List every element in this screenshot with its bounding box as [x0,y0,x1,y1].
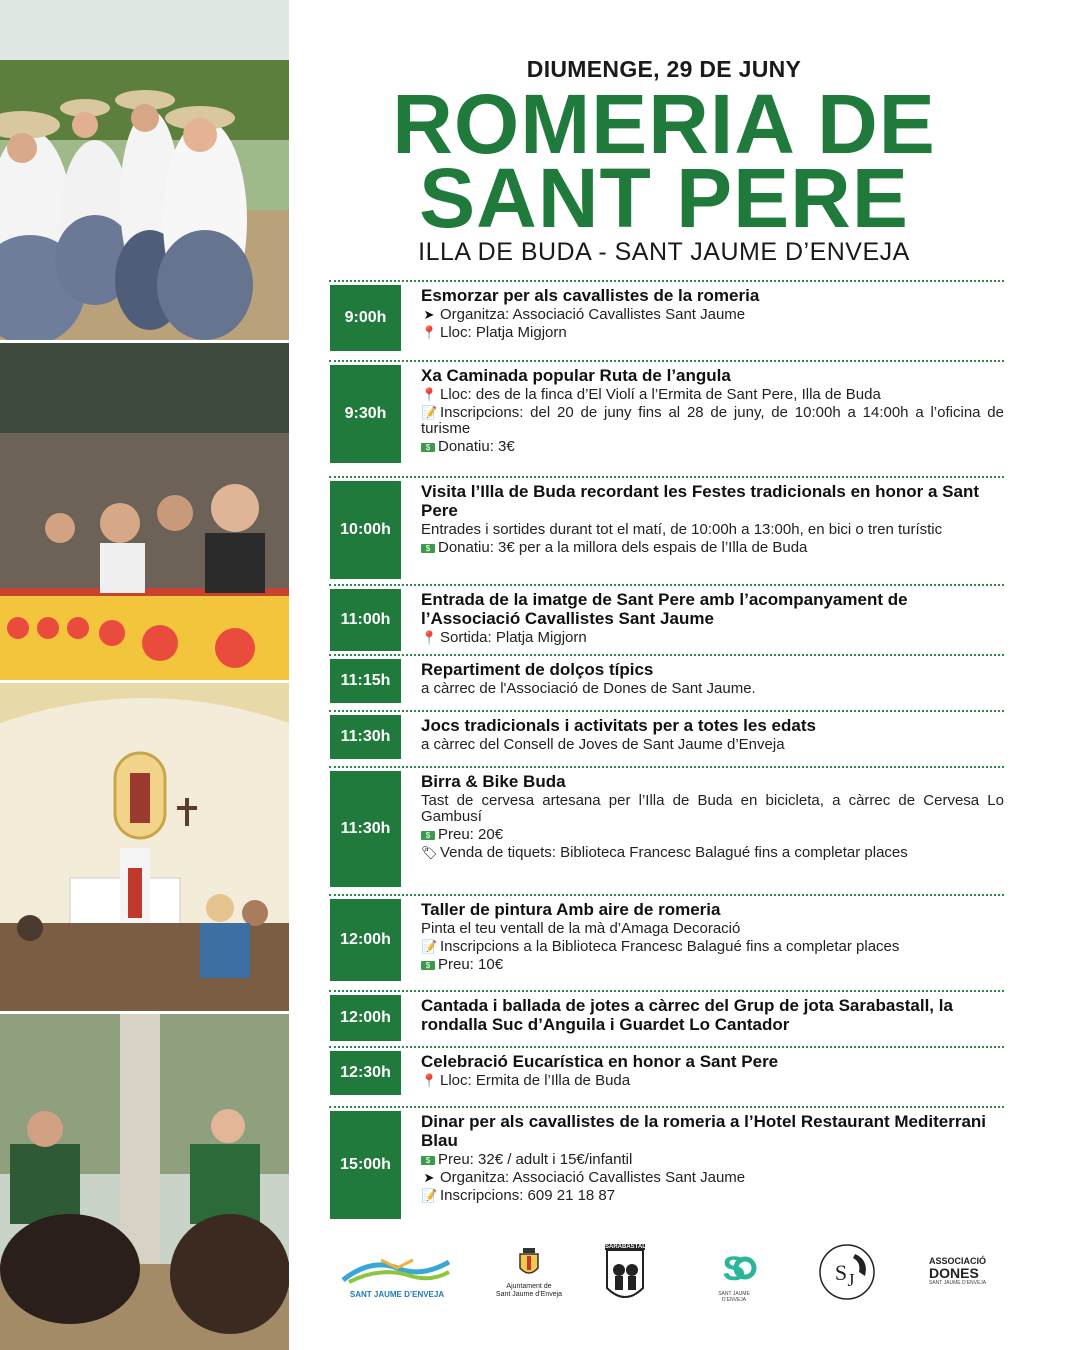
dotted-divider [329,1046,1004,1048]
event-detail-text: Organitza: Associació Cavallistes Sant Jaume [440,1169,746,1186]
event-title: Esmorzar per als cavallistes de la romeria [421,286,760,305]
joves-caption: SANT JAUME D’ENVEJA [718,1291,750,1303]
event-detail-text: Lloc: des de la finca d’El Violí a l’Ermita de Sant Pere, Illa de Buda [440,386,881,403]
sarabastall-logo [605,1244,650,1308]
time-badge: 12:30h [330,1051,401,1095]
event-details [421,286,1004,341]
event-details [421,660,1004,697]
event-details [421,996,1004,1034]
event-detail-text: Venda de tiquets: Biblioteca Francesc Balagué fins a completar places [440,844,908,861]
location-pin-icon: 📍 [421,387,438,402]
page-title-line1: ROMERIA DE [392,77,936,171]
dotted-divider [329,710,1004,712]
schedule-item [329,1106,1004,1218]
time-badge: 10:00h [330,481,401,579]
ajuntament-logo [489,1248,569,1308]
event-title: Xa Caminada popular Ruta de l’angula [421,366,731,385]
sponsor-logos [289,1240,1080,1320]
event-detail-text: Inscripcions: 609 21 18 87 [440,1187,616,1204]
event-detail-text: Donatiu: 3€ per a la millora dels espais de l’Illa de Buda [438,539,808,556]
event-title: Celebració Eucarística en honor a Sant Pere [421,1052,779,1071]
event-detail-line [421,921,1004,937]
event-detail-text: Pinta el teu ventall de la mà d’Amaga Decoració [421,920,741,937]
schedule-item [329,280,1004,352]
schedule-item [329,894,1004,988]
money-icon: $ [421,544,435,553]
schedule-item [329,584,1004,654]
event-details [421,590,1004,646]
money-icon: $ [421,831,435,840]
dotted-divider [329,766,1004,768]
arrow-icon: ➤ [423,1170,435,1185]
dotted-divider [329,584,1004,586]
event-title: Dinar per als cavallistes de la romeria a l’Hotel Restaurant Mediterrani Blau [421,1112,987,1150]
photo-chapel-mass [0,683,289,1011]
event-details [421,716,1004,753]
event-detail-text: a càrrec de l'Associació de Dones de Sant Jaume. [421,680,756,697]
dones-line2: DONES [929,1265,979,1281]
schedule-item [329,766,1004,892]
time-badge: 11:15h [330,659,401,703]
dotted-divider [329,476,1004,478]
event-detail-line [421,405,1004,437]
joves-logo [709,1250,759,1308]
event-detail-line [421,439,1004,455]
event-detail-text: Tast de cervesa artesana per l’Illa de Buda en bicicleta, a càrrec de Cervesa Lo Gambusí [421,792,1004,825]
event-detail-line [421,1152,1004,1168]
event-title: Cantada i ballada de jotes a càrrec del Grup de jota Sarabastall, la rondalla Suc d’Anguila i Guardet Lo Cantador [421,996,953,1034]
event-detail-text: Inscripcions a la Biblioteca Francesc Balagué fins a completar places [440,938,900,955]
event-detail-text: Inscripcions: del 20 de juny fins al 28 de juny, de 10:00h a 14:00h a l’oficina de turisme [421,404,1004,437]
event-detail-line [421,737,1004,753]
event-details [421,482,1004,556]
money-icon: $ [421,1156,435,1165]
ajuntament-line1: Ajuntament de [506,1283,552,1290]
dones-line1: ASSOCIACIÓ [929,1256,987,1266]
time-badge: 11:00h [330,589,401,651]
event-detail-line [421,1073,1004,1089]
event-detail-line [421,325,1004,341]
event-title: Taller de pintura Amb aire de romeria [421,900,721,919]
photo-tourist-train [0,343,289,680]
event-details [421,1052,1004,1089]
event-detail-line [421,540,1004,556]
dotted-divider [329,654,1004,656]
event-details [421,366,1004,455]
dotted-divider [329,894,1004,896]
location-pin-icon: 📍 [421,325,438,340]
schedule-item [329,710,1004,762]
time-badge: 12:00h [330,995,401,1041]
event-detail-line [421,681,1004,697]
event-date: DIUMENGE, 29 DE JUNY [526,56,802,82]
schedule-item [329,654,1004,706]
time-badge: 9:00h [330,285,401,351]
clipboard-icon: 📝 [421,939,438,954]
photo-riders-horses [0,1014,289,1350]
schedule-item [329,476,1004,582]
event-detail-line [421,630,1004,646]
schedule-item [329,360,1004,478]
schedule-item [329,1046,1004,1104]
location-pin-icon: 📍 [421,1073,438,1088]
event-detail-line [421,845,1004,861]
event-title: Jocs tradicionals i activitats per a totes les edats [421,716,816,735]
event-detail-text: Entrades i sortides durant tot el matí, de 10:00h a 13:00h, en bici o tren turístic [421,521,943,538]
clipboard-icon: 📝 [421,1188,438,1203]
event-detail-text: Organitza: Associació Cavallistes Sant Jaume [440,306,746,323]
money-icon: $ [421,443,435,452]
time-badge: 9:30h [330,365,401,463]
santjaume-logo [341,1254,453,1298]
event-detail-line [421,522,1004,538]
event-detail-text: Lloc: Ermita de l’Illa de Buda [440,1072,631,1089]
event-detail-line [421,387,1004,403]
dotted-divider [329,1106,1004,1108]
event-details [421,772,1004,861]
event-detail-line [421,957,1004,973]
svg-text:S: S [834,1260,848,1285]
time-badge: 15:00h [330,1111,401,1219]
event-title: Repartiment de dolços típics [421,660,654,679]
event-details [421,1112,1004,1204]
event-detail-line [421,1170,1004,1186]
event-detail-line [421,307,1004,323]
content-area [289,0,1080,1350]
ticket-icon: 🏷 [421,845,438,860]
clipboard-icon: 📝 [421,405,438,420]
page-title-line2: SANT PERE [419,151,909,245]
event-detail-text: Sortida: Platja Migjorn [440,629,587,646]
event-location: ILLA DE BUDA - SANT JAUME D’ENVEJA [418,238,910,266]
dones-line3: SANT JAUME D’ENVEJA [929,1280,987,1286]
event-title: Entrada de la imatge de Sant Pere amb l’acompanyament de l’Associació Cavallistes Sant Jaume [421,590,908,628]
dotted-divider [329,990,1004,992]
money-icon: $ [421,961,435,970]
event-detail-text: Preu: 32€ / adult i 15€/infantil [438,1151,633,1168]
coat-of-arms-icon [518,1248,540,1278]
event-detail-text: a càrrec del Consell de Joves de Sant Jaume d’Enveja [421,736,785,753]
event-detail-text: Preu: 10€ [438,956,504,973]
time-badge: 11:30h [330,715,401,759]
event-title: Visita l’Illa de Buda recordant les Festes tradicionals en honor a Sant Pere [421,482,980,520]
arrow-icon: ➤ [423,307,435,322]
event-detail-text: Preu: 20€ [438,826,504,843]
svg-text:S: S [722,1250,746,1286]
cavallistes-logo [817,1242,877,1302]
event-detail-line [421,1188,1004,1204]
location-pin-icon: 📍 [421,630,438,645]
photo-column [0,0,289,1350]
svg-text:J: J [847,1270,855,1290]
dotted-divider [329,360,1004,362]
santjaume-logo-text: SANT JAUME D’ENVEJA [349,1290,445,1299]
event-detail-text: Lloc: Platja Migjorn [440,324,567,341]
sarabastall-text: SARABASTALL [605,1244,650,1250]
schedule-item [329,990,1004,1046]
time-badge: 11:30h [330,771,401,887]
dones-logo [929,1256,1019,1300]
event-detail-line [421,827,1004,843]
ajuntament-line2: Sant Jaume d’Enveja [495,1291,563,1298]
event-detail-line [421,793,1004,825]
time-badge: 12:00h [330,899,401,981]
event-title: Birra & Bike Buda [421,772,566,791]
dotted-divider [329,280,1004,282]
event-detail-text: Donatiu: 3€ [438,438,515,455]
event-details [421,900,1004,973]
event-detail-line [421,939,1004,955]
photo-dancers [0,0,289,340]
